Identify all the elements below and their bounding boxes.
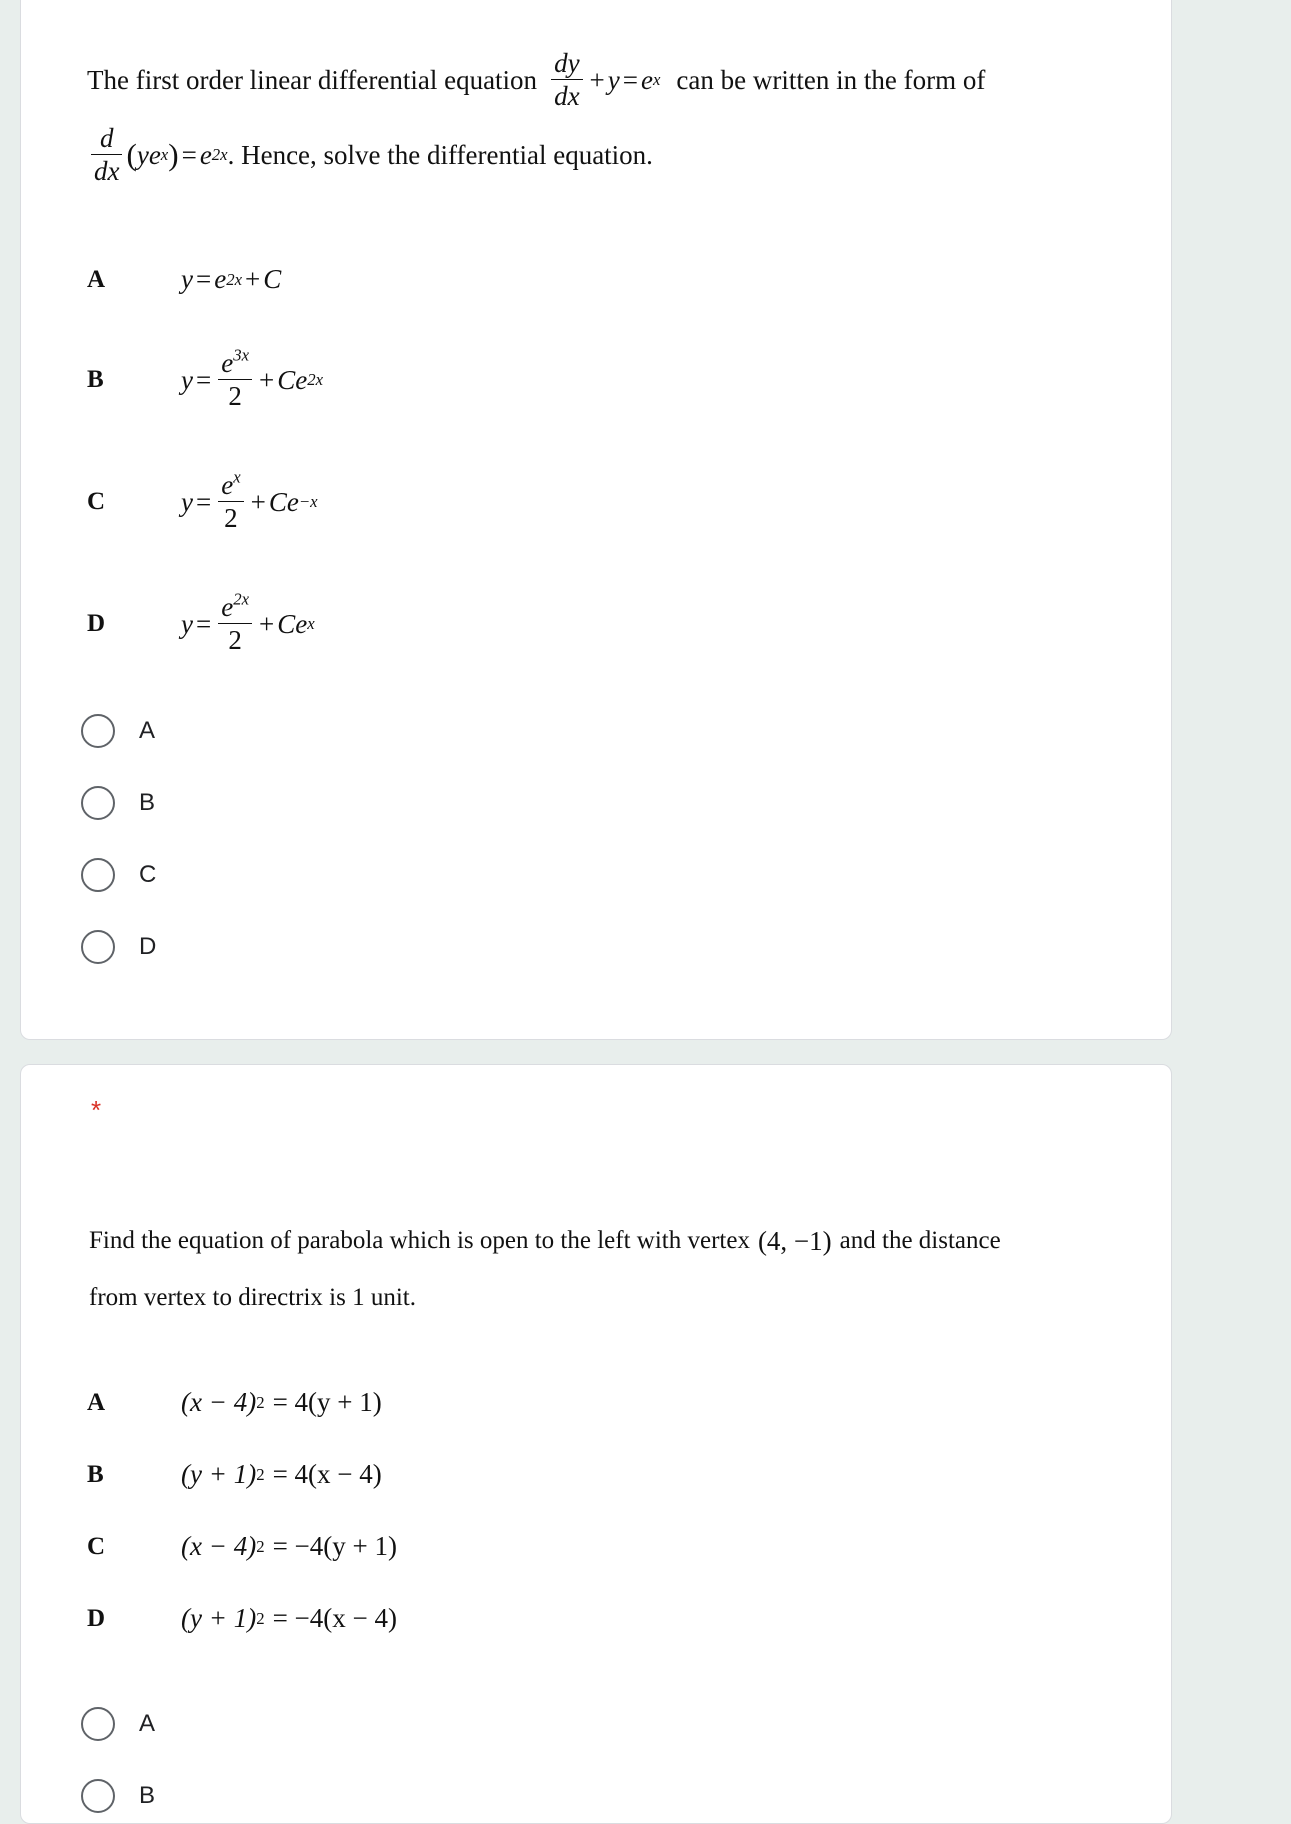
q1-radio-c[interactable]: C — [81, 858, 156, 892]
q1-text-mid: can be written in the form of — [676, 64, 986, 95]
q1-option-a: A y = e 2x + C — [87, 264, 282, 294]
q1-text-before: The first order linear differential equation — [87, 64, 538, 95]
q1-equation-2: $\frac{d}{dx}$ ( y e x ) = e 2x — [87, 125, 228, 185]
radio-circle-icon[interactable] — [81, 714, 115, 748]
q1-text-end: . Hence, solve the differential equation. — [227, 139, 653, 170]
question-card-1 — [20, 0, 1172, 1040]
q2-option-a: A (x − 4) 2 = 4(y + 1) — [87, 1387, 382, 1417]
q1-equation-1: $\frac{dy}{dx}$ + y = e x — [547, 50, 660, 110]
q2-radio-a[interactable]: A — [81, 1707, 155, 1741]
q1-option-b: B y = $\frac{e^{3x}}{2}$ + Ce 2x — [87, 345, 324, 411]
q2-option-c: C (x − 4) 2 = −4(y + 1) — [87, 1531, 397, 1561]
radio-circle-icon[interactable] — [81, 1707, 115, 1741]
q2-option-d: D (y + 1) 2 = −4(x − 4) — [87, 1603, 397, 1633]
q1-radio-d[interactable]: D — [81, 930, 156, 964]
required-asterisk: * — [91, 1095, 102, 1125]
vertex-value: (4, −1) — [757, 1226, 832, 1256]
q2-radio-b[interactable]: B — [81, 1779, 155, 1813]
q2-option-b: B (y + 1) 2 = 4(x − 4) — [87, 1459, 382, 1489]
radio-circle-icon[interactable] — [81, 930, 115, 964]
question-card-2: * Find the equation of parabola which is open to the left with vertex (4, −1) and the distance from vertex to directrix is 1 unit. A (x − 4) 2 = 4(y + 1) B (y + 1) 2 = 4(x − 4) C (x − 4) 2 = −4(y + 1) D (y + 1) 2 = −4(x − 4) A B — [20, 1064, 1172, 1824]
radio-circle-icon[interactable] — [81, 1779, 115, 1813]
radio-circle-icon[interactable] — [81, 858, 115, 892]
q1-option-d: D y = $\frac{e^{2x}}{2}$ + Ce x — [87, 589, 315, 655]
radio-circle-icon[interactable] — [81, 786, 115, 820]
q1-radio-b[interactable]: B — [81, 786, 155, 820]
q1-radio-a[interactable]: A — [81, 714, 155, 748]
q1-option-c: C y = $\frac{e^x}{2}$ + Ce −x — [87, 467, 318, 533]
